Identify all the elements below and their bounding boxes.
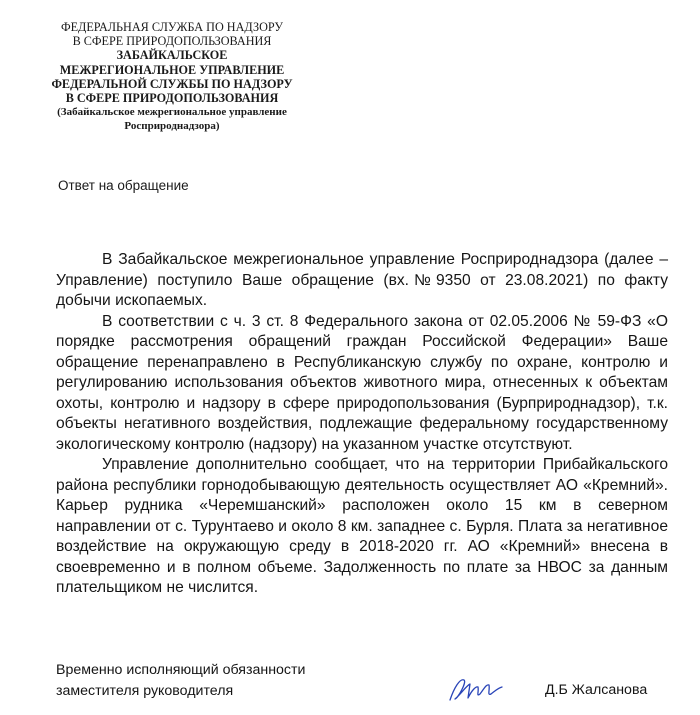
body-paragraph-1: В Забайкальское межрегиональное управление Росприроднадзора (далее – Управление) поступило Ваше обращение (вх.№9350 от 23.08.2021) по факту добычи ископаемых. — [56, 251, 668, 309]
signatory-position-line-2: заместителя руководителя — [56, 683, 234, 699]
letterhead-line-4: МЕЖРЕГИОНАЛЬНОЕ УПРАВЛЕНИЕ — [59, 62, 285, 77]
body-paragraph-2: В соответствии с ч. 3 ст. 8 Федерального закона от 02.05.2006 № 59-ФЗ «О порядке рассмотрения обращений граждан Российской Федерации» Ваше обращение перенаправлено в Республиканскую службу по охране, контролю и регулированию использования объектов животного мира, отнесенных к объектам охоты, контролю и надзору в сфере природопользования (Бурприроднадзор), т.к. объекты негативного воздействия, подлежащие федеральному государственному экологическому контролю (надзору) на указанном участке отсутствуют. — [56, 312, 668, 453]
letterhead-line-2: В СФЕРЕ ПРИРОДОПОЛЬЗОВАНИЯ — [72, 34, 272, 49]
letter-subject: Ответ на обращение — [58, 178, 189, 193]
body-paragraph-3: Управление дополнительно сообщает, что на территории Прибайкальского района республики горнодобывающую деятельность осуществляет АО «Кремний». Карьер рудника «Черемшанский» расположен около 15 км в северном направлении от с. Турунтаево и около 8 км. западнее с. Бурля. Плата за негативное воздействие на окружающую среду в 2018-2020 гг. АО «Кремний» внесена в своевременно и в полном объеме. Задолженность по плате за НВОС за данным плательщиком не числится. — [56, 456, 668, 596]
letterhead-line-5: ФЕДЕРАЛЬНОЙ СЛУЖБЫ ПО НАДЗОРУ — [51, 76, 293, 91]
letterhead — [22, 20, 322, 134]
signer-name: Д.Б Жалсанова — [545, 682, 648, 698]
letter-body — [56, 250, 668, 599]
signatory-position — [56, 660, 305, 702]
letterhead-line-7: (Забайкальское межрегиональное управление — [57, 106, 287, 119]
letterhead-line-3: ЗАБАЙКАЛЬСКОЕ — [116, 48, 228, 63]
signatory-position-line-1: Временно исполняющий обязанности — [56, 662, 306, 678]
letterhead-line-1: ФЕДЕРАЛЬНАЯ СЛУЖБА ПО НАДЗОРУ — [60, 20, 284, 34]
letterhead-line-8: Росприроднадзора) — [124, 120, 220, 133]
letterhead-line-6: В СФЕРЕ ПРИРОДОПОЛЬЗОВАНИЯ — [65, 91, 279, 106]
handwritten-signature — [446, 670, 506, 706]
